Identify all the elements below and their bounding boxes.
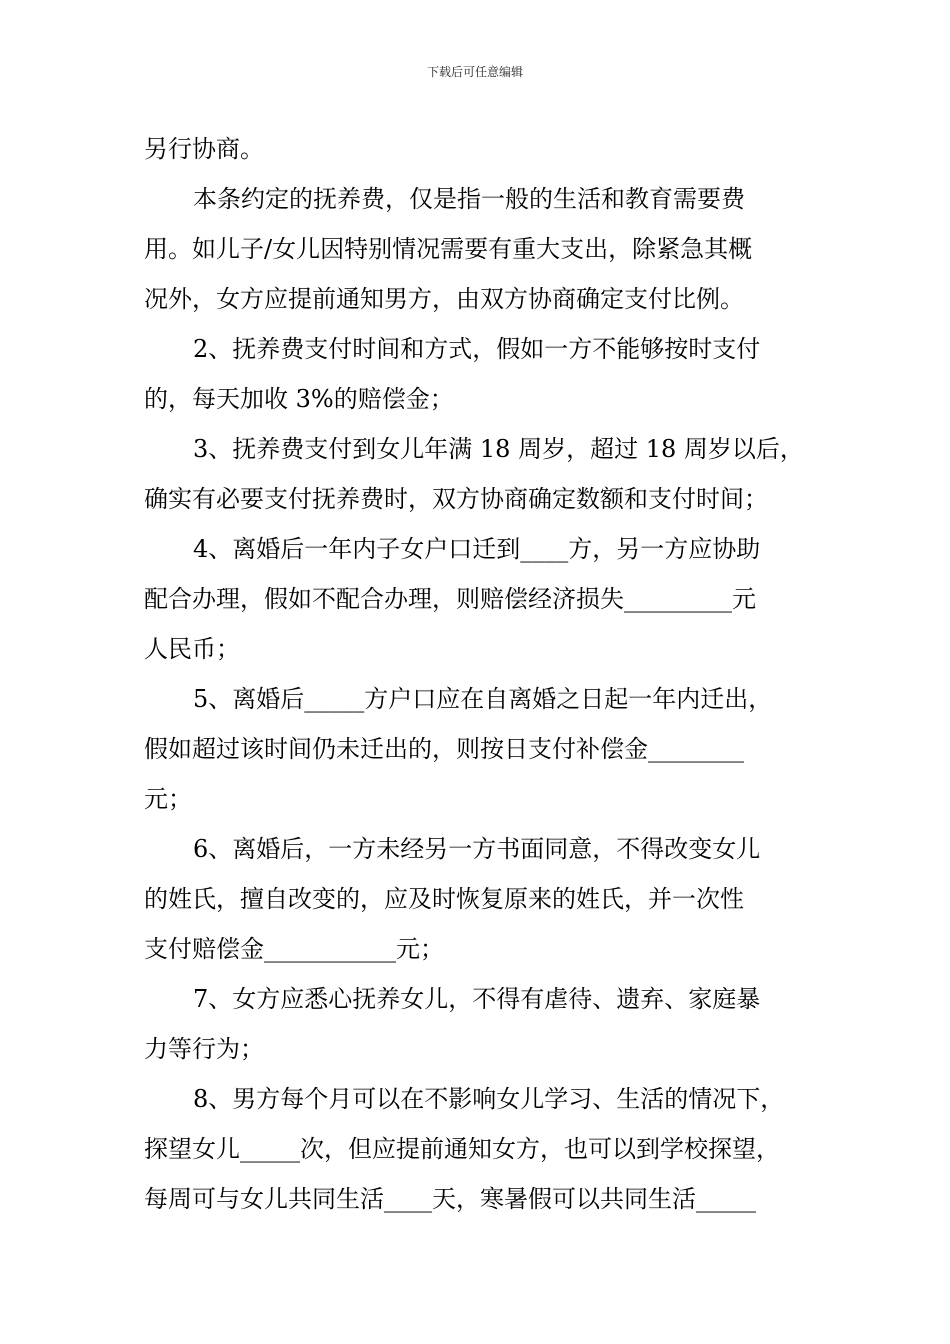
text-line: 用。如儿子/女儿因特别情况需要有重大支出，除紧急其概 [144, 235, 753, 263]
text-line: 7、女方应悉心抚养女儿，不得有虐待、遗弃、家庭暴 [193, 985, 761, 1013]
text-line: 3、抚养费支付到女儿年满 18 周岁，超过 18 周岁以后， [193, 435, 804, 463]
text-line: 支付赔偿金___________元； [144, 935, 444, 963]
text-line: 2、抚养费支付时间和方式，假如一方不能够按时支付 [193, 335, 761, 363]
text-line: 配合办理，假如不配合办理，则赔偿经济损失_________元 [144, 585, 756, 613]
text-line: 的，每天加收 3%的赔偿金； [144, 385, 454, 413]
text-line: 力等行为； [144, 1035, 264, 1063]
text-line: 本条约定的抚养费，仅是指一般的生活和教育需要费 [193, 185, 745, 213]
page-header: 下载后可任意编辑 [426, 65, 523, 79]
text-line: 6、离婚后，一方未经另一方书面同意，不得改变女儿 [193, 835, 761, 863]
text-line: 假如超过该时间仍未迁出的，则按日支付补偿金________ [144, 735, 744, 763]
text-line: 另行协商。 [144, 135, 264, 163]
text-line: 况外，女方应提前通知男方，由双方协商确定支付比例。 [144, 285, 744, 313]
text-line: 确实有必要支付抚养费时，双方协商确定数额和支付时间； [144, 485, 768, 513]
text-line: 人民币； [144, 635, 240, 663]
text-line: 元； [144, 785, 192, 813]
text-line: 5、离婚后_____方户口应在自离婚之日起一年内迁出， [193, 685, 773, 713]
text-line: 每周可与女儿共同生活____天，寒暑假可以共同生活_____ [144, 1185, 756, 1213]
text-line: 4、离婚后一年内子女户口迁到____方，另一方应协助 [193, 535, 761, 563]
text-line: 8、男方每个月可以在不影响女儿学习、生活的情况下， [193, 1085, 785, 1113]
text-line: 的姓氏，擅自改变的，应及时恢复原来的姓氏，并一次性 [144, 885, 744, 913]
text-line: 探望女儿_____次，但应提前通知女方，也可以到学校探望， [144, 1135, 780, 1163]
